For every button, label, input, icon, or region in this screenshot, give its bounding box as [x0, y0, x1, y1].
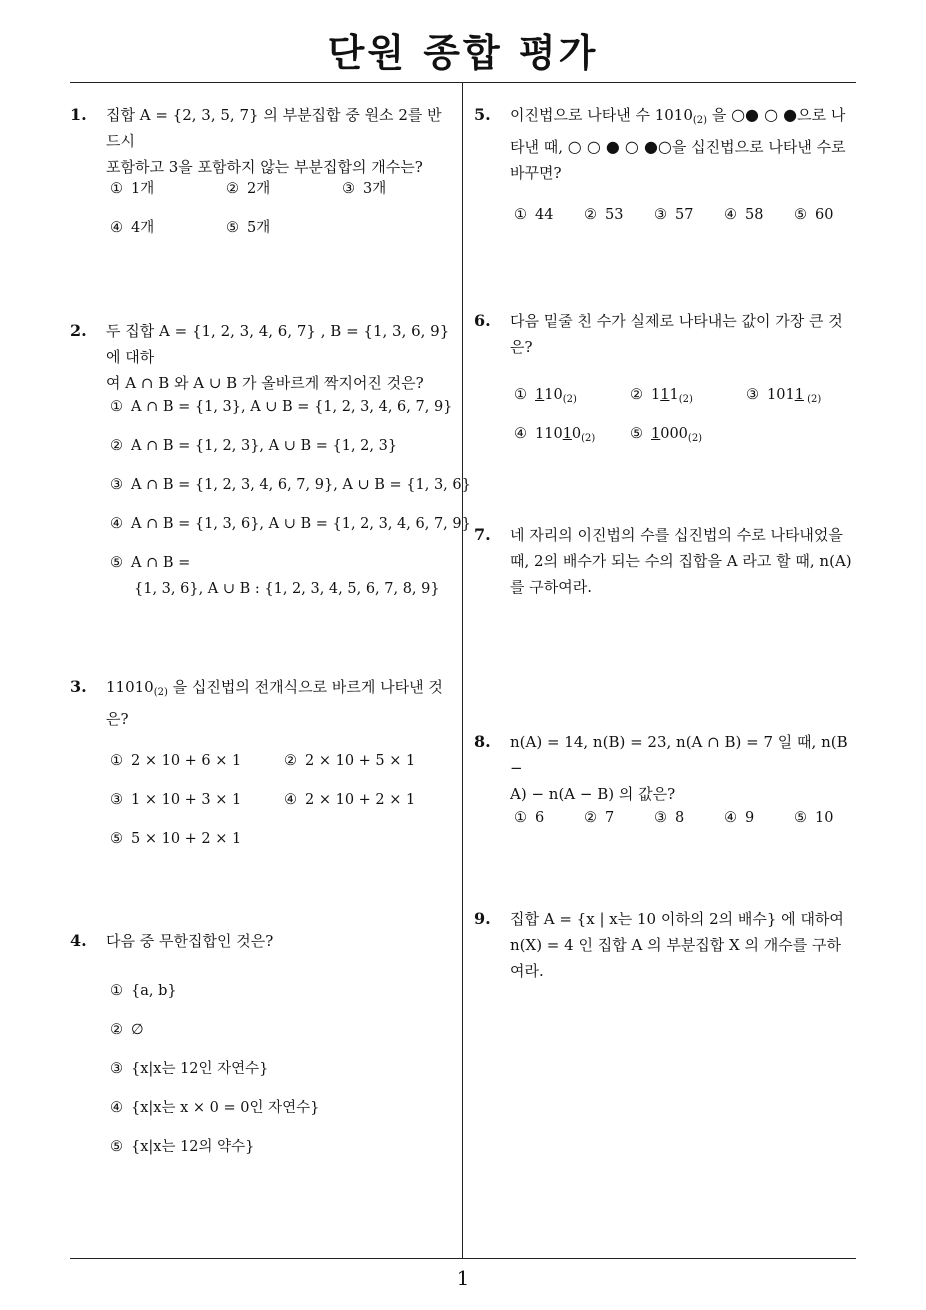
binary-symbol-sequence: ○● ○ ●	[731, 105, 798, 124]
question-4	[70, 928, 456, 1168]
option-3[interactable]: ③ {x|x는 12인 자연수}	[110, 1061, 269, 1077]
option-4[interactable]: ④ A ∩ B = {1, 3, 6}, A ∪ B = {1, 2, 3, 4, 6, 7, 9}	[110, 516, 471, 532]
question-8	[474, 729, 860, 839]
question-7	[474, 522, 860, 612]
option-3[interactable]: ③ 1011 $_{(2)}$	[746, 387, 822, 405]
option-1[interactable]: ① 6	[514, 810, 545, 826]
option-2[interactable]: ② 7	[584, 810, 615, 826]
page-number: 1	[456, 1266, 470, 1290]
option-1[interactable]: ① 1개	[110, 181, 155, 197]
option-4[interactable]: ④ 4개	[110, 220, 155, 236]
option-5[interactable]: ⑤ {x|x는 12의 약수}	[110, 1139, 255, 1155]
option-2[interactable]: ② 2 × 10 + 5 × 1	[284, 753, 416, 769]
question-number: 2.	[70, 321, 87, 340]
bottom-rule	[70, 1258, 856, 1259]
option-2[interactable]: ② ∅	[110, 1022, 144, 1038]
option-5-continued: {1, 3, 6}, A ∪ B : {1, 2, 3, 4, 5, 6, 7, 8, 9}	[134, 581, 440, 597]
question-number: 7.	[474, 525, 491, 544]
question-text: 두 집합 A = {1, 2, 3, 4, 6, 7} , B = {1, 3, 6, 9} 에 대하 여 A ∩ B 와 A ∪ B 가 올바르게 짝지어진 것은?	[106, 322, 450, 392]
option-2[interactable]: ② 53	[584, 207, 624, 223]
option-5[interactable]: ⑤ 5 × 10 + 2 × 1	[110, 831, 242, 847]
question-text: 다음 중 무한집합인 것은?	[106, 932, 274, 950]
question-text: 네 자리의 이진법의 수를 십진법의 수로 나타내었을 때, 2의 배수가 되는 수의 집합을 A 라고 할 때, n(A) 를 구하여라.	[510, 526, 852, 596]
question-number: 6.	[474, 311, 491, 330]
question-number: 3.	[70, 677, 87, 696]
top-rule	[70, 82, 856, 83]
question-number: 1.	[70, 105, 87, 124]
option-1[interactable]: ① A ∩ B = {1, 3}, A ∪ B = {1, 2, 3, 4, 6, 7, 9}	[110, 399, 453, 415]
option-2[interactable]: ② 2개	[226, 181, 271, 197]
option-1[interactable]: ① {a, b}	[110, 983, 177, 999]
question-number: 4.	[70, 931, 87, 950]
option-3[interactable]: ③ 57	[654, 207, 694, 223]
option-2[interactable]: ② A ∩ B = {1, 2, 3}, A ∪ B = {1, 2, 3}	[110, 438, 398, 454]
question-text: $11010_{(2)}$ 을 십진법의 전개식으로 바르게 나타낸 것 은?	[106, 678, 443, 728]
question-text: n(A) = 14, n(B) = 23, n(A ∩ B) = 7 일 때, n(B − A) − n(A − B) 의 값은?	[510, 733, 848, 803]
question-number: 8.	[474, 732, 491, 751]
option-4[interactable]: ④ $11010_{(2)}$	[514, 426, 596, 444]
binary-symbol-sequence: ○ ○ ● ○ ●○	[567, 137, 672, 156]
option-3[interactable]: ③ 3개	[342, 181, 387, 197]
option-4[interactable]: ④ 58	[724, 207, 764, 223]
option-1[interactable]: ① 44	[514, 207, 554, 223]
question-number: 9.	[474, 909, 491, 928]
question-5	[474, 102, 860, 232]
question-text: 이진법으로 나타낸 수 $1010_{(2)}$ 을 ○● ○ ●으로 나 타낸 때, ○ ○ ● ○ ●○을 십진법으로 나타낸 수로 바꾸면?	[510, 105, 846, 182]
option-4[interactable]: ④ 2 × 10 + 2 × 1	[284, 792, 416, 808]
option-3[interactable]: ③ A ∩ B = {1, 2, 3, 4, 6, 7, 9}, A ∪ B = {1, 3, 6}	[110, 477, 471, 493]
option-5[interactable]: ⑤ 5개	[226, 220, 271, 236]
option-4[interactable]: ④ {x|x는 x × 0 = 0인 자연수}	[110, 1100, 320, 1116]
option-1[interactable]: ① $110_{(2)}$	[514, 387, 577, 405]
question-6	[474, 308, 860, 458]
option-5[interactable]: ⑤ 10	[794, 810, 834, 826]
question-3	[70, 674, 456, 854]
question-1	[70, 102, 456, 252]
question-text: 집합 A = {2, 3, 5, 7} 의 부분집합 중 원소 2를 반드시 포함하고 3을 포함하지 않는 부분집합의 개수는?	[106, 106, 442, 176]
option-5[interactable]: ⑤ 60	[794, 207, 834, 223]
page-title: 단원 종합 평가	[327, 31, 599, 75]
question-9	[474, 906, 860, 996]
question-text: 다음 밑줄 친 수가 실제로 나타내는 값이 가장 큰 것 은?	[510, 312, 843, 356]
option-3[interactable]: ③ 8	[654, 810, 685, 826]
option-1[interactable]: ① 2 × 10 + 6 × 1	[110, 753, 242, 769]
question-number: 5.	[474, 105, 491, 124]
option-5[interactable]: ⑤ A ∩ B =	[110, 555, 191, 571]
question-text: 집합 A = {x | x는 10 이하의 2의 배수} 에 대하여 n(X) = 4 인 집합 A 의 부분집합 X 의 개수를 구하 여라.	[510, 910, 844, 980]
option-5[interactable]: ⑤ $1000_{(2)}$	[630, 426, 703, 444]
option-4[interactable]: ④ 9	[724, 810, 755, 826]
column-divider	[462, 83, 463, 1259]
question-2	[70, 318, 471, 608]
option-2[interactable]: ② $111_{(2)}$	[630, 387, 693, 405]
option-3[interactable]: ③ 1 × 10 + 3 × 1	[110, 792, 242, 808]
